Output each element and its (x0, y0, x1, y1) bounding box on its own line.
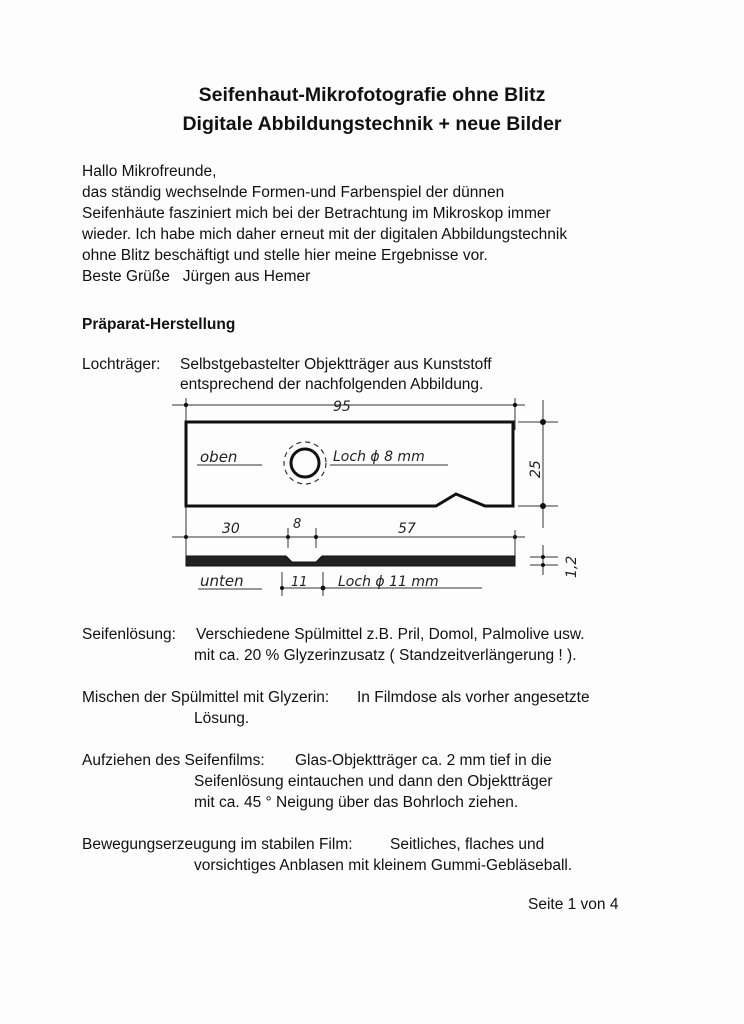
lochtraeger-label: Lochträger: (82, 356, 161, 373)
dim-seg3-label: 57 (398, 521, 416, 537)
intro-line: wieder. Ich habe mich daher erneut mit der digitalen Abbildungstechnik (82, 226, 568, 243)
document-subtitle: Digitale Abbildungstechnik + neue Bilder (182, 113, 562, 135)
step-text: vorsichtiges Anblasen mit kleinem Gummi-Gebläseball. (194, 857, 573, 874)
document-title: Seifenhaut-Mikrofotografie ohne Blitz (198, 84, 546, 106)
top-label: oben (200, 448, 238, 466)
step-text: Seifenlösung eintauchen und dann den Objektträger (194, 773, 553, 790)
intro-line: ohne Blitz beschäftigt und stelle hier meine Ergebnisse vor. (82, 247, 488, 264)
intro-line: das ständig wechselnde Formen-und Farbenspiel der dünnen (82, 184, 505, 201)
section-heading: Präparat-Herstellung (82, 316, 236, 333)
greeting: Hallo Mikrofreunde, (82, 163, 217, 180)
page-number: Seite 1 von 4 (528, 896, 619, 913)
slide-side-view (186, 556, 515, 566)
top-hole-label: Loch ϕ 8 mm (333, 449, 425, 465)
step-label: Bewegungserzeugung im stabilen Film: (82, 836, 353, 853)
bottom-label: unten (200, 572, 244, 590)
dim-length-label: 95 (333, 399, 351, 415)
step-text: Verschiedene Spülmittel z.B. Pril, Domol, Palmolive usw. (196, 626, 585, 643)
step-text: mit ca. 20 % Glyzerinzusatz ( Standzeitverlängerung ! ). (194, 647, 577, 664)
signoff: Beste Grüße Jürgen aus Hemer (82, 268, 311, 285)
lochtraeger-text: entsprechend der nachfolgenden Abbildung. (180, 376, 484, 393)
step-label: Mischen der Spülmittel mit Glyzerin: (82, 689, 330, 706)
dim-height-label: 25 (528, 460, 544, 478)
step-text: Lösung. (194, 710, 250, 727)
step-label: Seifenlösung: (82, 626, 176, 643)
dim-bottom-label: 11 (291, 575, 308, 590)
intro-line: Seifenhäute fasziniert mich bei der Betrachtung im Mikroskop immer (82, 205, 551, 222)
step-text: Glas-Objektträger ca. 2 mm tief in die (295, 752, 552, 769)
lochtraeger-text: Selbstgebastelter Objektträger aus Kunststoff (180, 356, 492, 373)
hole-8mm (291, 449, 319, 477)
dim-thickness-label: 1,2 (564, 555, 580, 578)
bottom-hole-label: Loch ϕ 11 mm (338, 574, 439, 590)
step-text: Seitliches, flaches und (390, 836, 545, 853)
dim-seg1-label: 30 (222, 521, 240, 537)
dim-seg2-label: 8 (293, 517, 302, 532)
step-text: In Filmdose als vorher angesetzte (357, 689, 590, 706)
step-label: Aufziehen des Seifenfilms: (82, 752, 265, 769)
step-text: mit ca. 45 ° Neigung über das Bohrloch ziehen. (194, 794, 519, 811)
